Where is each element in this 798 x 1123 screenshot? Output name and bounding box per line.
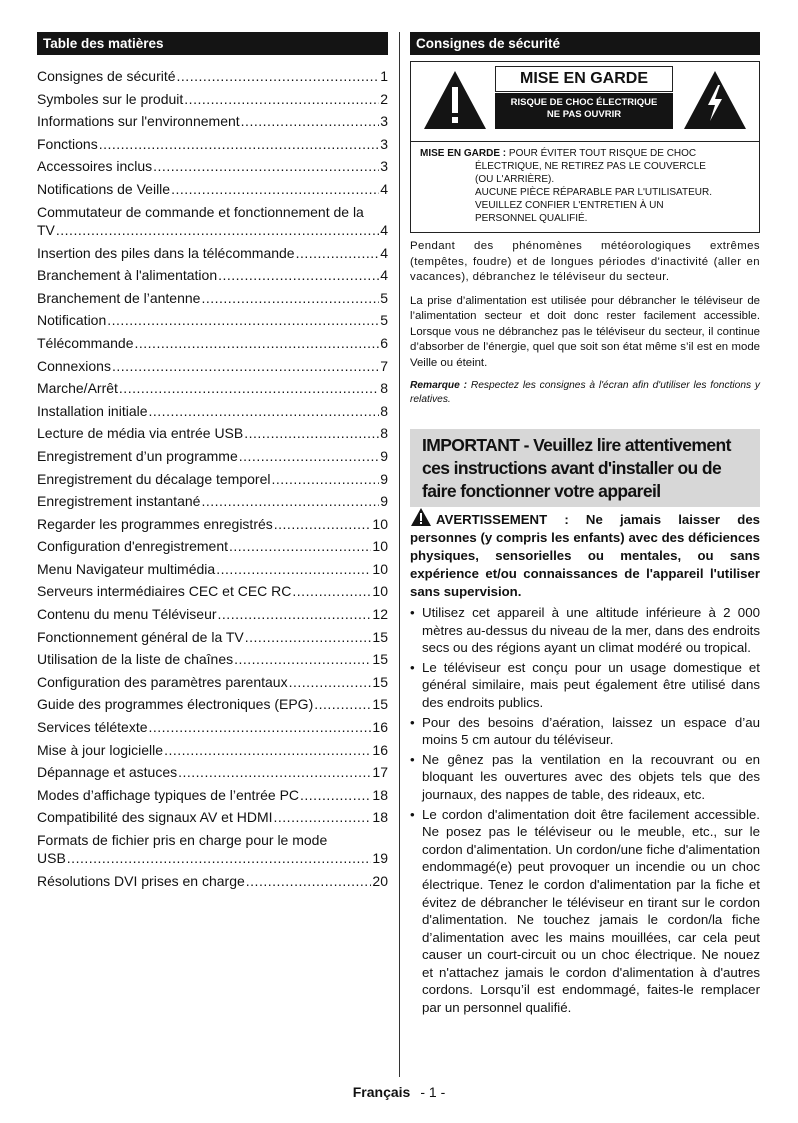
toc-entry[interactable]: [37, 309, 388, 332]
caution-separator: [411, 141, 759, 142]
toc-leader: [56, 221, 379, 239]
toc-entry[interactable]: [37, 445, 388, 468]
caution-subtitle: [495, 93, 673, 129]
toc-leader: [271, 468, 379, 491]
remark-label: Remarque :: [410, 380, 468, 391]
toc-entry-page: 15: [372, 651, 388, 668]
caution-line-5: VEUILLEZ CONFIER L'ENTRETIEN À UN: [475, 200, 664, 211]
toc-entry-page: 8: [380, 380, 388, 397]
toc-leader: [218, 603, 372, 626]
toc-entry-page: 15: [372, 696, 388, 713]
toc-leader: [201, 287, 379, 310]
toc-leader: [246, 870, 372, 893]
toc-entry-title: Accessoires inclus: [37, 158, 153, 175]
page-footer: [0, 1084, 798, 1100]
toc-entry-page: 10: [372, 538, 388, 555]
list-item: • Le cordon d'alimentation doit être facilement accessible. Ne posez pas le téléviseur ou le meuble, etc., sur le cordon d'alimentation. Un cordon/une fiche d'alimentation endommagé(e) peut provoquer un incendie ou un choc électrique. Tenez le cordon d'alimentation par la fiche et évitez de débrancher le téléviseur en tirant sur le cordon d'alimentation. Ne touchez jamais le cordon/la fiche d’alimentation avec les mains mouillées, car cela peut causer un court-circuit ou un choc électrique. Ne nouez et n'attachez jamais le cordon d'alimentation à d'autres cordons. Lorsqu’il est endommagé, faites-le remplacer par un personnel qualifié.: [410, 806, 760, 1017]
toc-entry-title: Serveurs intermédiaires CEC et CEC RC: [37, 583, 292, 600]
safety-heading: Consignes de sécurité: [410, 32, 760, 55]
toc-entry[interactable]: [37, 671, 388, 694]
toc-entry-page: 1: [380, 68, 388, 84]
toc-entry-page: 8: [380, 425, 388, 442]
caution-box: [410, 61, 760, 233]
remark-text: Respectez les consignes à l'écran afin d'utiliser les fonctions y relatives.: [410, 380, 760, 405]
warning-text: AVERTISSEMENT : Ne jamais laisser des personnes (y compris les enfants) avec des déficiences physiques, sensorielles ou mentales, ou sans expérience et/ou connaissances de l'appareil l'utiliser sans supervision.: [410, 512, 760, 599]
toc-entry[interactable]: [37, 829, 388, 870]
toc-entry[interactable]: [37, 784, 388, 807]
weather-paragraph: Pendant des phénomènes météorologiques extrêmes (tempêtes, foudre) et de longues périodes d'inactivité (aller en vacances), débranchez le téléviseur du secteur.: [410, 240, 760, 283]
power-plug-paragraph: La prise d’alimentation est utilisée pour débrancher le téléviseur de l’alimentation secteur et doit donc rester facilement accessible. Lorsque vous ne débranchez pas le téléviseur du secteur, il continue d’absorber de l’énergie, quel que soit son état même s’il est en mode Veille ou éteint.: [410, 294, 760, 369]
toc-entry-page: 20: [372, 873, 388, 889]
toc-leader: [171, 178, 379, 201]
toc-entry-title: Insertion des piles dans la télécommande: [37, 244, 295, 261]
toc-entry-title: Marche/Arrêt: [37, 380, 118, 397]
toc-entry[interactable]: [37, 513, 388, 536]
toc-entry[interactable]: [37, 580, 388, 603]
list-item: • Le téléviseur est conçu pour un usage domestique et général similaire, mais peut également être utilisé dans des endroits publics.: [410, 659, 760, 712]
toc-entry-page: 9: [380, 493, 388, 510]
toc-entry-page: 3: [380, 158, 388, 175]
toc-leader: [184, 88, 379, 111]
toc-leader: [112, 355, 379, 378]
toc-leader: [177, 65, 380, 88]
toc-entry[interactable]: [37, 88, 388, 111]
toc-leader: [241, 110, 380, 133]
toc-entry-page: 7: [380, 357, 388, 374]
important-banner: IMPORTANT - Veuillez lire attentivement ces instructions avant d'installer ou de faire fonctionner votre appareil: [410, 429, 760, 507]
toc-entry[interactable]: [37, 535, 388, 558]
toc-entry-page: 3: [380, 135, 388, 152]
toc-entry-title: Mise à jour logicielle: [37, 741, 164, 758]
toc-entry-title-cont: USB: [37, 850, 66, 866]
toc-entry-title: Commutateur de commande et fonctionnement de la: [37, 203, 364, 220]
toc-entry-title: Services télétexte: [37, 719, 148, 736]
footer-language: Français: [352, 1084, 411, 1100]
caution-line-6: PERSONNEL QUALIFIÉ.: [475, 213, 588, 224]
list-item: • Ne gênez pas la ventilation en la recouvrant ou en bloquant les ouvertures avec des objets tels que des journaux, des nappes de table, des rideaux, etc.: [410, 751, 760, 804]
toc-entry-title: Notifications de Veille: [37, 180, 171, 197]
toc-entry-title: Télécommande: [37, 334, 134, 351]
caution-title: MISE EN GARDE: [495, 66, 673, 92]
toc-entry-title: Branchement à l'alimentation: [37, 267, 218, 284]
remark-paragraph: [410, 379, 760, 407]
toc-entry-title: Enregistrement du décalage temporel: [37, 470, 271, 487]
toc-entry[interactable]: [37, 490, 388, 513]
toc-entry-page: 12: [372, 606, 388, 623]
toc-entry-page: 9: [380, 470, 388, 487]
toc-entry-title: Configuration d'enregistrement: [37, 538, 229, 555]
toc-entry-title: Compatibilité des signaux AV et HDMI: [37, 809, 273, 826]
toc-leader: [289, 671, 372, 694]
toc-entry-page: 4: [380, 180, 388, 197]
exclamation-triangle-icon: [422, 69, 488, 131]
toc-entry-page: 17: [372, 764, 388, 781]
toc-entry-title: Formats de fichier pris en charge pour le mode: [37, 832, 328, 848]
toc-entry-title: Informations sur l'environnement: [37, 113, 240, 130]
toc-heading: Table des matières: [37, 32, 388, 55]
toc-leader: [234, 648, 371, 671]
toc-entry-page: 5: [380, 312, 388, 329]
toc-entry[interactable]: [37, 178, 388, 201]
toc-leader: [218, 264, 379, 287]
toc-entry-title: Utilisation de la liste de chaînes: [37, 651, 234, 668]
toc-entry-page: 9: [380, 447, 388, 464]
toc-entry-page: 19: [372, 850, 388, 866]
toc-entry-page: 16: [372, 741, 388, 758]
toc-entry-page: 10: [372, 583, 388, 600]
toc-leader: [149, 716, 372, 739]
toc-entry-page: 3: [380, 113, 388, 130]
toc-leader: [292, 580, 371, 603]
toc-entry-title: Contenu du menu Téléviseur: [37, 606, 217, 623]
toc-entry-title-cont: TV: [37, 221, 55, 238]
toc-entry[interactable]: [37, 648, 388, 671]
toc-leader: [149, 400, 380, 423]
toc-entry-page: 10: [372, 515, 388, 532]
toc-leader: [244, 422, 379, 445]
toc-entry-page: 8: [380, 402, 388, 419]
toc-entry[interactable]: [37, 870, 388, 893]
safety-column: [410, 32, 760, 1019]
toc-entry[interactable]: [37, 400, 388, 423]
toc-entry-title: Symboles sur le produit: [37, 90, 184, 107]
safety-bullet-list: [410, 604, 760, 1017]
toc-leader: [107, 309, 379, 332]
toc-entry[interactable]: [37, 558, 388, 581]
toc-leader: [229, 535, 371, 558]
caution-subtitle-line1: RISQUE DE CHOC ÉLECTRIQUE: [510, 97, 658, 108]
toc-entry-title: Enregistrement d’un programme: [37, 447, 238, 464]
caution-line-3: (OU L'ARRIÈRE).: [475, 174, 555, 185]
toc-entry-title: Connexions: [37, 357, 111, 374]
toc-entry-title: Notification: [37, 312, 107, 329]
lightning-triangle-icon: [682, 69, 748, 131]
toc-entry-page: 2: [380, 90, 388, 107]
caution-header: [411, 62, 759, 140]
toc-entry[interactable]: [37, 603, 388, 626]
toc-leader: [201, 490, 379, 513]
toc-entry[interactable]: [37, 155, 388, 178]
toc-entry[interactable]: [37, 242, 388, 265]
toc-entry-title: Branchement de l’antenne: [37, 289, 201, 306]
toc-entry[interactable]: [37, 761, 388, 784]
toc-entry-title: Lecture de média via entrée USB: [37, 425, 244, 442]
toc-entry[interactable]: [37, 287, 388, 310]
toc-leader: [314, 693, 371, 716]
toc-entry-title: Guide des programmes électroniques (EPG): [37, 696, 314, 713]
toc-entry-page: 4: [380, 221, 388, 238]
toc-entry-title: Installation initiale: [37, 402, 148, 419]
toc-entry-page: 15: [372, 673, 388, 690]
toc-entry[interactable]: [37, 693, 388, 716]
caution-line-1: POUR ÉVITER TOUT RISQUE DE CHOC: [508, 148, 697, 159]
list-item: • Pour des besoins d’aération, laissez un espace d’au moins 5 cm autour du téléviseur.: [410, 714, 760, 749]
toc-leader: [135, 332, 380, 355]
toc-leader: [153, 155, 379, 178]
toc-entry-page: 4: [380, 244, 388, 261]
toc-leader: [245, 626, 372, 649]
list-item: • Utilisez cet appareil à une altitude inférieure à 2 000 mètres au-dessus du niveau de la mer, dans des endroits secs ou des régions ayant un climat modéré ou tropical.: [410, 604, 760, 657]
toc-column: [37, 32, 388, 893]
toc-leader: [119, 377, 379, 400]
toc-entry[interactable]: [37, 468, 388, 491]
toc-entry[interactable]: [37, 355, 388, 378]
toc-leader: [164, 739, 371, 762]
warning-paragraph: [410, 507, 760, 601]
toc-leader: [178, 761, 371, 784]
toc-entry[interactable]: [37, 332, 388, 355]
toc-entry-title: Consignes de sécurité: [37, 68, 176, 84]
toc-entry-page: 18: [372, 809, 388, 826]
toc-entry-page: 10: [372, 560, 388, 577]
toc-entry[interactable]: [37, 739, 388, 762]
toc-entry[interactable]: [37, 626, 388, 649]
toc-leader: [274, 513, 372, 536]
caution-text: [420, 147, 755, 225]
caution-line-4: AUCUNE PIÈCE RÉPARABLE PAR L'UTILISATEUR.: [475, 187, 712, 198]
toc-entry[interactable]: [37, 264, 388, 287]
toc-leader: [216, 558, 371, 581]
toc-entry-page: 4: [380, 267, 388, 284]
toc-entry-title: Dépannage et astuces: [37, 764, 178, 781]
toc-entry-title: Fonctionnement général de la TV: [37, 628, 244, 645]
toc-entry-title: Menu Navigateur multimédia: [37, 560, 216, 577]
toc-entry-title: Fonctions: [37, 135, 98, 152]
toc-entry[interactable]: [37, 65, 388, 88]
toc-leader: [296, 242, 380, 265]
toc-entry[interactable]: [37, 806, 388, 829]
toc-entry[interactable]: [37, 110, 388, 133]
toc-entry[interactable]: [37, 377, 388, 400]
column-divider: [399, 32, 400, 1077]
toc-leader: [67, 849, 372, 867]
toc-entry-page: 15: [372, 628, 388, 645]
toc-list: [37, 65, 388, 893]
caution-subtitle-line2: NE PAS OUVRIR: [546, 109, 622, 120]
toc-entry[interactable]: [37, 422, 388, 445]
toc-entry[interactable]: [37, 133, 388, 156]
caution-first-line: [420, 147, 755, 160]
toc-entry[interactable]: [37, 201, 388, 242]
toc-entry-title: Enregistrement instantané: [37, 493, 201, 510]
toc-entry-page: 5: [380, 289, 388, 306]
toc-entry[interactable]: [37, 716, 388, 739]
warning-triangle-icon: [410, 507, 432, 527]
toc-leader: [300, 784, 371, 807]
toc-leader: [99, 133, 380, 156]
toc-leader: [274, 806, 372, 829]
toc-leader: [239, 445, 379, 468]
caution-line-2: ÉLECTRIQUE, NE RETIREZ PAS LE COUVERCLE: [475, 161, 706, 172]
toc-entry-title: Configuration des paramètres parentaux: [37, 673, 288, 690]
page-number: - 1 -: [420, 1084, 446, 1100]
toc-entry-title: Regarder les programmes enregistrés: [37, 515, 273, 532]
toc-entry-page: 16: [372, 719, 388, 736]
toc-entry-page: 18: [372, 786, 388, 803]
toc-entry-page: 6: [380, 334, 388, 351]
toc-entry-title: Modes d’affichage typiques de l’entrée PC: [37, 786, 300, 803]
caution-label: MISE EN GARDE :: [420, 148, 507, 159]
toc-entry-title: Résolutions DVI prises en charge: [37, 873, 245, 889]
